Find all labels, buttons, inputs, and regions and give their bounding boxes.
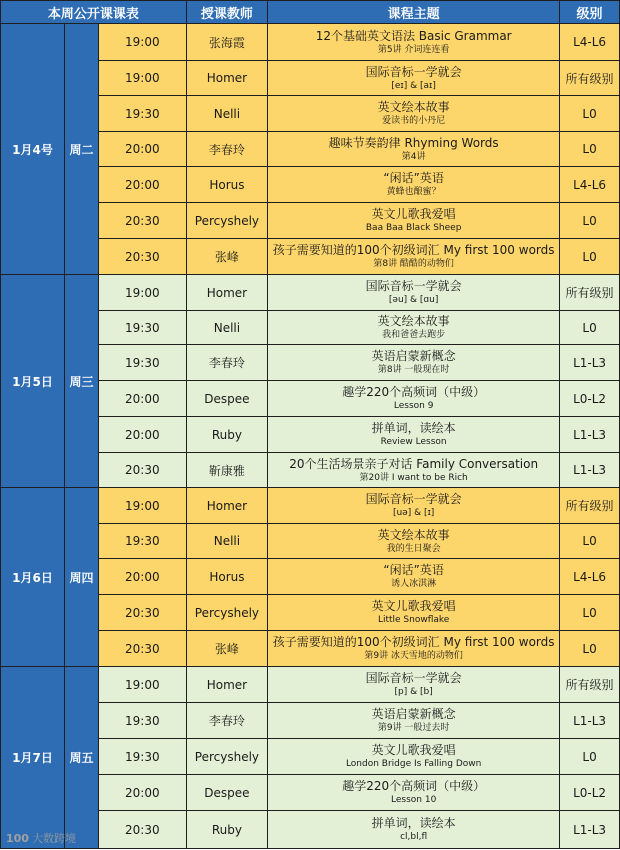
topic-cell xyxy=(268,24,560,61)
teacher-cell: Homer xyxy=(186,667,268,703)
level-cell: L1-L3 xyxy=(560,417,620,453)
topic-subtitle: 第20讲 I want to be Rich xyxy=(359,472,468,483)
topic-subtitle: Baa Baa Black Sheep xyxy=(365,223,462,233)
level-cell: L0 xyxy=(560,631,620,667)
teacher-cell: Homer xyxy=(186,275,268,311)
topic-subtitle: 第4讲 xyxy=(401,151,426,162)
weekday-cell: 周三 xyxy=(64,275,98,488)
teacher-cell: Ruby xyxy=(186,811,268,849)
time-cell: 19:00 xyxy=(98,667,186,703)
topic-title: 孩子需要知道的100个初级词汇 My first 100 words xyxy=(272,243,555,257)
topic-subtitle: Little Snowflake xyxy=(377,615,450,625)
level-cell: L0 xyxy=(560,132,620,167)
topic-subtitle: 诱人冰淇淋 xyxy=(391,579,437,589)
topic-title: 趣学220个高频词（中级） xyxy=(342,385,486,399)
time-cell: 19:00 xyxy=(98,275,186,311)
topic-subtitle: Lesson 10 xyxy=(391,795,437,805)
teacher-cell: Percyshely xyxy=(186,203,268,239)
header-title: 本周公开课课表 xyxy=(1,1,187,24)
header-row xyxy=(1,1,620,24)
topic-subtitle: Lesson 9 xyxy=(393,401,434,411)
time-cell: 19:00 xyxy=(98,61,186,96)
level-cell: L0 xyxy=(560,311,620,345)
topic-title: 英文儿歌我爱唱 xyxy=(371,599,456,613)
schedule-row xyxy=(1,667,620,703)
topic-title: 英文儿歌我爱唱 xyxy=(371,207,456,221)
topic-subtitle: [eɪ] & [aɪ] xyxy=(391,80,436,91)
teacher-cell: Percyshely xyxy=(186,739,268,775)
topic-cell xyxy=(268,453,560,488)
time-cell: 20:00 xyxy=(98,417,186,453)
topic-cell xyxy=(268,667,560,703)
topic-title: 英文绘本故事 xyxy=(377,527,450,542)
time-cell: 20:00 xyxy=(98,381,186,417)
teacher-cell: Despee xyxy=(186,381,268,417)
time-cell: 19:30 xyxy=(98,311,186,345)
topic-cell xyxy=(268,559,560,595)
teacher-cell: 李春玲 xyxy=(186,703,268,739)
level-cell: L0-L2 xyxy=(560,775,620,811)
topic-title: 国际音标一学就会 xyxy=(365,279,462,293)
topic-subtitle: [uə] & [ɪ] xyxy=(392,508,435,518)
topic-subtitle: 我的生日聚会 xyxy=(386,543,441,554)
time-cell: 20:00 xyxy=(98,132,186,167)
level-cell: L0 xyxy=(560,203,620,239)
topic-title: 英文绘本故事 xyxy=(377,314,450,328)
topic-cell xyxy=(268,488,560,524)
date-cell: 1月5日 xyxy=(1,275,65,488)
topic-title: 拼单词，读绘本 xyxy=(371,421,456,435)
time-cell: 19:00 xyxy=(98,488,186,524)
teacher-cell: 李春玲 xyxy=(186,345,268,381)
time-cell: 19:30 xyxy=(98,703,186,739)
time-cell: 19:30 xyxy=(98,96,186,132)
topic-title: 国际音标一学就会 xyxy=(365,492,462,506)
topic-cell xyxy=(268,311,560,345)
teacher-cell: 李春玲 xyxy=(186,132,268,167)
topic-cell xyxy=(268,775,560,811)
time-cell: 20:00 xyxy=(98,775,186,811)
teacher-cell: Ruby xyxy=(186,417,268,453)
teacher-cell: Homer xyxy=(186,61,268,96)
topic-cell xyxy=(268,96,560,132)
teacher-cell: Nelli xyxy=(186,311,268,345)
time-cell: 20:00 xyxy=(98,559,186,595)
level-cell: L4-L6 xyxy=(560,559,620,595)
header-topic: 课程主题 xyxy=(268,1,560,24)
header-level: 级别 xyxy=(560,1,620,24)
level-cell: 所有级别 xyxy=(560,61,620,96)
time-cell: 20:30 xyxy=(98,453,186,488)
topic-cell xyxy=(268,381,560,417)
topic-subtitle: 黄蜂也酿蜜？ xyxy=(386,187,441,197)
topic-subtitle: 我和爸爸去跑步 xyxy=(382,330,446,340)
topic-cell xyxy=(268,524,560,559)
topic-cell xyxy=(268,703,560,739)
topic-subtitle: London Bridge Is Falling Down xyxy=(345,759,482,769)
topic-subtitle: 第5讲 介词连连看 xyxy=(377,44,450,55)
topic-subtitle: [əu] & [ɑu] xyxy=(388,295,439,305)
time-cell: 20:30 xyxy=(98,631,186,667)
topic-subtitle: cl,bl,fl xyxy=(400,832,428,842)
topic-title: 英文儿歌我爱唱 xyxy=(371,743,456,757)
topic-title: 英文绘本故事 xyxy=(377,100,450,114)
watermark-logo: 100 xyxy=(6,832,29,845)
topic-subtitle: 第9讲 冰天雪地的动物们 xyxy=(364,651,463,661)
teacher-cell: 张峰 xyxy=(186,631,268,667)
date-cell: 1月6日 xyxy=(1,488,65,667)
schedule-row xyxy=(1,24,620,61)
topic-title: 英语启蒙新概念 xyxy=(371,707,456,721)
topic-title: 趣学220个高频词（中级） xyxy=(342,779,486,793)
topic-subtitle: 爱读书的小丹尼 xyxy=(382,116,446,126)
teacher-cell: 靳康雅 xyxy=(186,453,268,488)
topic-cell xyxy=(268,417,560,453)
level-cell: L1-L3 xyxy=(560,811,620,849)
topic-cell xyxy=(268,739,560,775)
level-cell: L1-L3 xyxy=(560,703,620,739)
topic-subtitle: 第8讲 一般现在时 xyxy=(377,365,450,375)
teacher-cell: Despee xyxy=(186,775,268,811)
level-cell: L0 xyxy=(560,739,620,775)
teacher-cell: 张峰 xyxy=(186,239,268,275)
time-cell: 19:30 xyxy=(98,739,186,775)
date-cell: 1月7日 xyxy=(1,667,65,849)
topic-cell xyxy=(268,61,560,96)
topic-subtitle: Review Lesson xyxy=(380,437,447,447)
topic-title: 20个生活场景亲子对话 Family Conversation xyxy=(289,456,539,471)
topic-title: 趣味节奏韵律 Rhyming Words xyxy=(328,135,499,150)
weekday-cell: 周二 xyxy=(64,24,98,275)
topic-title: 拼单词，读绘本 xyxy=(371,816,456,830)
teacher-cell: Percyshely xyxy=(186,595,268,631)
time-cell: 20:30 xyxy=(98,811,186,849)
time-cell: 20:30 xyxy=(98,595,186,631)
level-cell: L4-L6 xyxy=(560,24,620,61)
topic-cell xyxy=(268,345,560,381)
teacher-cell: 张海霞 xyxy=(186,24,268,61)
topic-cell xyxy=(268,811,560,849)
watermark-text: 大数跨境 xyxy=(31,832,76,845)
level-cell: L1-L3 xyxy=(560,453,620,488)
time-cell: 20:00 xyxy=(98,167,186,203)
weekday-cell: 周四 xyxy=(64,488,98,667)
topic-cell xyxy=(268,275,560,311)
topic-title: 国际音标一学就会 xyxy=(365,671,462,685)
header-teacher: 授课教师 xyxy=(186,1,268,24)
topic-title: 英语启蒙新概念 xyxy=(371,349,456,363)
topic-title: “闲话”英语 xyxy=(383,563,444,577)
time-cell: 20:30 xyxy=(98,239,186,275)
teacher-cell: Nelli xyxy=(186,96,268,132)
topic-cell xyxy=(268,239,560,275)
topic-cell xyxy=(268,595,560,631)
teacher-cell: Homer xyxy=(186,488,268,524)
time-cell: 19:00 xyxy=(98,24,186,61)
date-cell: 1月4号 xyxy=(1,24,65,275)
teacher-cell: Nelli xyxy=(186,524,268,559)
topic-title: 国际音标一学就会 xyxy=(365,64,462,79)
level-cell: L1-L3 xyxy=(560,345,620,381)
level-cell: 所有级别 xyxy=(560,275,620,311)
time-cell: 19:30 xyxy=(98,524,186,559)
teacher-cell: Horus xyxy=(186,559,268,595)
level-cell: L0 xyxy=(560,239,620,275)
topic-title: 12个基础英文语法 Basic Grammar xyxy=(315,28,512,43)
schedule-row xyxy=(1,488,620,524)
topic-cell xyxy=(268,203,560,239)
level-cell: 所有级别 xyxy=(560,667,620,703)
topic-cell xyxy=(268,132,560,167)
topic-subtitle: 第9讲 一般过去时 xyxy=(377,723,450,733)
topic-title: 孩子需要知道的100个初级词汇 My first 100 words xyxy=(272,635,555,649)
time-cell: 20:30 xyxy=(98,203,186,239)
topic-subtitle: 第8讲 酷酷的动物们 xyxy=(373,259,454,269)
topic-subtitle: [p] & [b] xyxy=(394,687,433,697)
time-cell: 19:30 xyxy=(98,345,186,381)
level-cell: L0 xyxy=(560,96,620,132)
schedule-row xyxy=(1,275,620,311)
weekday-cell: 周五 xyxy=(64,667,98,849)
level-cell: L0 xyxy=(560,524,620,559)
watermark xyxy=(6,830,76,846)
topic-cell xyxy=(268,167,560,203)
level-cell: L0 xyxy=(560,595,620,631)
topic-title: “闲话”英语 xyxy=(383,171,444,185)
teacher-cell: Horus xyxy=(186,167,268,203)
topic-cell xyxy=(268,631,560,667)
level-cell: 所有级别 xyxy=(560,488,620,524)
level-cell: L0-L2 xyxy=(560,381,620,417)
schedule-body xyxy=(1,24,620,849)
level-cell: L4-L6 xyxy=(560,167,620,203)
